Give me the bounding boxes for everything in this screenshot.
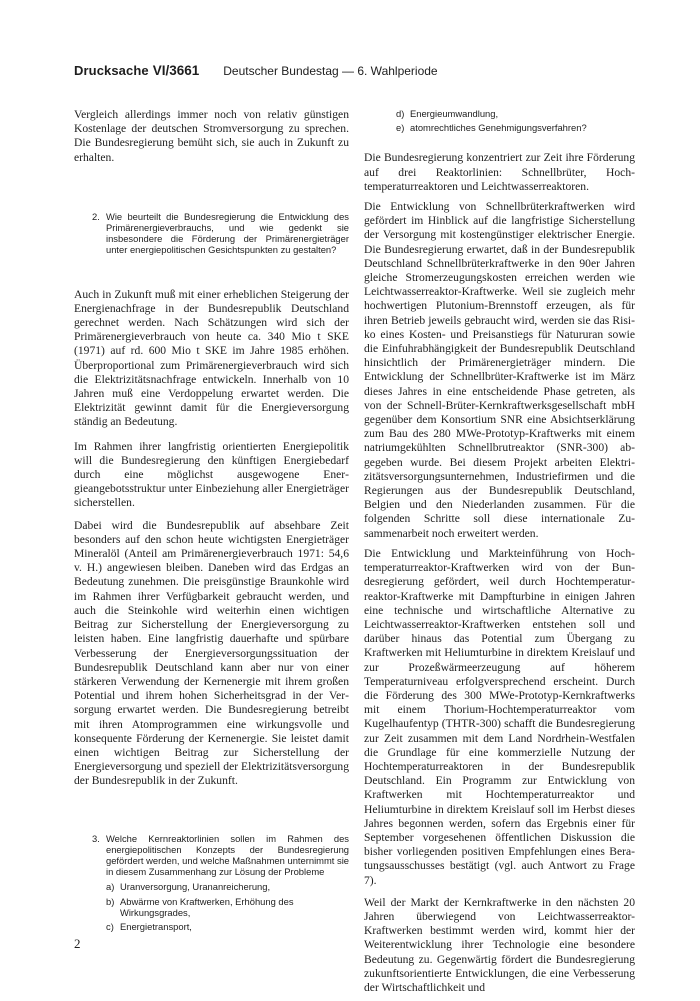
paragraph: Die Entwicklung von Schnellbrüterkraftwerken wird gefördert im Hinblick auf die langfristige Sicherstellung der Versorgung mit kostengünstiger elektrischer Energie. Die Bundesregierung erwartet, daß in der Bundesrepublik Deutschland Schnellbrüterkraftwerke in den 90er Jahren gleiche Stromerzeugungskosten erreichen werden wie Leichtwasserreaktor-Kraftwerke. Weil sie zugleich mehr hochwertigen Plutonium-Brennstoff erzeugen, als für ihren Betrieb jeweils gebraucht wird, werden sie das Risiko eines Kosten- und Preisanstiegs für Natururan sowie die Einfuhrabhängigkeit der Bundesrepublik Deutschland hinsichtlich der Primärenergieträger mindern. Die Entwicklung der Schnellbrüter-Kraftwerke ist im März dieses Jahres in eine entscheidende Phase getreten, als von der Schnell-Brüter-Kernkraftwerksgesellschaft mbH gegenüber dem Konsortium SNR eine Absichtserklärung zum Bau des 280 MWe-Prototyp-Kraftwerks mit einem natriumgekühlten Schnellbrutreaktor (SNR-300) abgegeben wurde. Bei diesem Projekt arbeiten Elektrizitätsversorgungsunternehmen, Industriefirmen und die Regierungen aus der Bundesrepublik Deutschland, Belgien und den Niederlanden zusammen. Für die folgenden Schritte soll diese internationale Zusammenarbeit noch erweitert werden. [364, 200, 635, 540]
list-marker: b) [106, 895, 115, 907]
question-text: Wie beurteilt die Bundesregierung die Entwicklung des Primärenergieverbrauchs, und wie gedenkt sie insbesondere die Förderung der Primärenergieträger unter energiepolitischen Gesichtspunkten zu gestalten? [106, 210, 349, 256]
list-item [106, 921, 349, 932]
drucksache-number: VI/3661 [152, 63, 200, 78]
question-number: 3. [92, 832, 100, 844]
list-text: atomrechtliches Genehmigungsverfahren? [410, 122, 587, 134]
paragraph: Im Rahmen ihrer langfristig orientierten Energiepolitik will die Bundesregierung den künftigen Energiebedarf durch eine möglichst ausgewogene Energieangebotsstruktur unter Einbeziehung aller Energieträger sicherstellen. [74, 439, 349, 510]
list-text: Energietransport, [120, 920, 192, 932]
list-text: Energieumwandlung, [410, 108, 499, 119]
page-header [74, 62, 634, 82]
question-3-list-right [396, 108, 635, 133]
list-marker: e) [396, 122, 405, 134]
question-3 [92, 832, 349, 878]
question-number: 2. [92, 210, 100, 222]
right-column [364, 108, 635, 1001]
list-text: Abwärme von Kraftwerken, Erhöhung des Wirkungsgrades, [120, 895, 294, 918]
question-2 [92, 210, 349, 256]
list-item [396, 122, 635, 133]
list-text: Uranversorgung, Urananreicherung, [120, 881, 271, 893]
list-item [396, 108, 635, 119]
page-number: 2 [74, 936, 81, 951]
list-item [106, 881, 349, 892]
paragraph: Weil der Markt der Kernkraftwerke in den nächsten 20 Jahren überwiegend von Leichtwasserreaktor-Kraftwerken bestimmt werden wird, kommt hier der Weiterentwicklung ihrer Technologie eine besondere Bedeutung zu. Gegenwärtig fördert die Bundesregierung zukunftsorientierte Entwicklungen, die eine Verbesserung der Wirtschaftlichkeit und [364, 895, 635, 994]
bundestag-title: Deutscher Bundestag — 6. Wahlperiode [223, 64, 438, 78]
paragraph: Vergleich allerdings immer noch von relativ günstigen Kostenlage der deutschen Stromversorgung zu sprechen. Die Bundesregierung bemüht sich, sie auch in Zukunft zu erhalten. [74, 108, 349, 164]
question-3-list-left [106, 881, 349, 932]
list-marker: d) [396, 108, 405, 119]
paragraph: Auch in Zukunft muß mit einer erheblichen Steigerung der Energienachfrage in der Bundesrepublik Deutschland gerechnet werden. Nach Schätzungen wird sich der Primärenergieverbrauch von heute ca. 340 Mio t SKE (1971) auf rd. 600 Mio t SKE im Jahre 1985 erhöhen. Überproportional zum Primärenergieverbrauch wird sich die Elektrizitätsnachfrage entwickeln. Innerhalb von 10 Jahren muß eine Verdoppelung erwartet werden. Die Elektrizität gewinnt damit für die Energieversorgung ständig an Bedeutung. [74, 287, 349, 429]
paragraph: Dabei wird die Bundesrepublik auf absehbare Zeit besonders auf den schon heute wichtigsten Energieträger Mineralöl (Anteil am Primärenergieverbrauch 1971: 54,6 v. H.) angewiesen bleiben. Daneben wird das Erdgas an Bedeutung zunehmen. Die preisgünstige Braunkohle wird im Rahmen ihrer Verfügbarkeit gebraucht werden, und auch die Steinkohle wird weiterhin einen wichtigen Beitrag zur Sicherstellung der Energieversorgung zu leisten haben. Eine langfristig dauerhafte und spürbare Verbesserung der Energieversorgungssituation der Bundesrepublik Deutschland kann aber nur von einer stärkeren Verwendung der Kernenergie mit ihrem großen Potential und ihrem hohen Sicherheitsgrad in der Versorgung erwartet werden. Die Bundesregierung betreibt mit ihren Atomprogrammen eine wirkungsvolle und konsequente Förderung der Kernenergie. Sie leistet damit einen wichtigen Beitrag zur Sicherstellung der Energieversorgung und speziell der Elektrizitätsversorgung der Bundesrepublik in der Zukunft. [74, 518, 349, 788]
left-column [74, 108, 349, 935]
list-marker: a) [106, 881, 115, 893]
paragraph: Die Bundesregierung konzentriert zur Zeit ihre Förderung auf drei Reaktorlinien: Schnellbrüter, Hochtemperaturreaktoren und Leichtwasserreaktoren. [364, 151, 635, 193]
drucksache-label: Drucksache [74, 63, 149, 78]
list-marker: c) [106, 920, 114, 932]
list-item [106, 896, 349, 918]
question-text: Welche Kernreaktorlinien sollen im Rahmen des energiepolitischen Konzepts der Bundesregierung gefördert werden, und welche Maßnahmen unternimmt sie in diesem Zusammenhang zur Lösung der Probleme [106, 832, 349, 878]
paragraph: Die Entwicklung und Markteinführung von Hochtemperaturreaktor-Kraftwerken wird von der Bundesregierung gefördert, weil durch Hochtemperaturreaktor-Kraftwerke mit Dampfturbine in einigen Jahren eine technische und wirtschaftliche Alternative zu Leichtwasserreaktor-Kraftwerken entstehen soll und darüber hinaus das Potential zum Übergang zu Kraftwerken mit Heliumturbine in direktem Kreislauf und zur Prozeßwärmeerzeugung auf höherem Temperaturniveau erfolgversprechend erscheint. Durch die Förderung des 300 MWe-Prototyp-Kernkraftwerks mit einem Thorium-Hochtemperaturreaktor vom Kugelhaufentyp (THTR-300) schafft die Bundesregierung zur Zeit zusammen mit dem Land Nordrhein-Westfalen die Grundlage für eine kommerzielle Nutzung der Hochtemperaturreaktoren in der Bundesrepublik Deutschland. Ein Programm zur Entwicklung von Kraftwerken mit Hochtemperaturreaktor und Heliumturbine in direktem Kreislauf soll im Herbst dieses Jahres begonnen werden, sofern das Ergebnis einer für September vorgesehenen öffentlichen Diskussion die bisher vorliegenden positiven Empfehlungen eines Beratungsausschusses bestätigt (vgl. auch Antwort zu Frage 7). [364, 546, 635, 887]
